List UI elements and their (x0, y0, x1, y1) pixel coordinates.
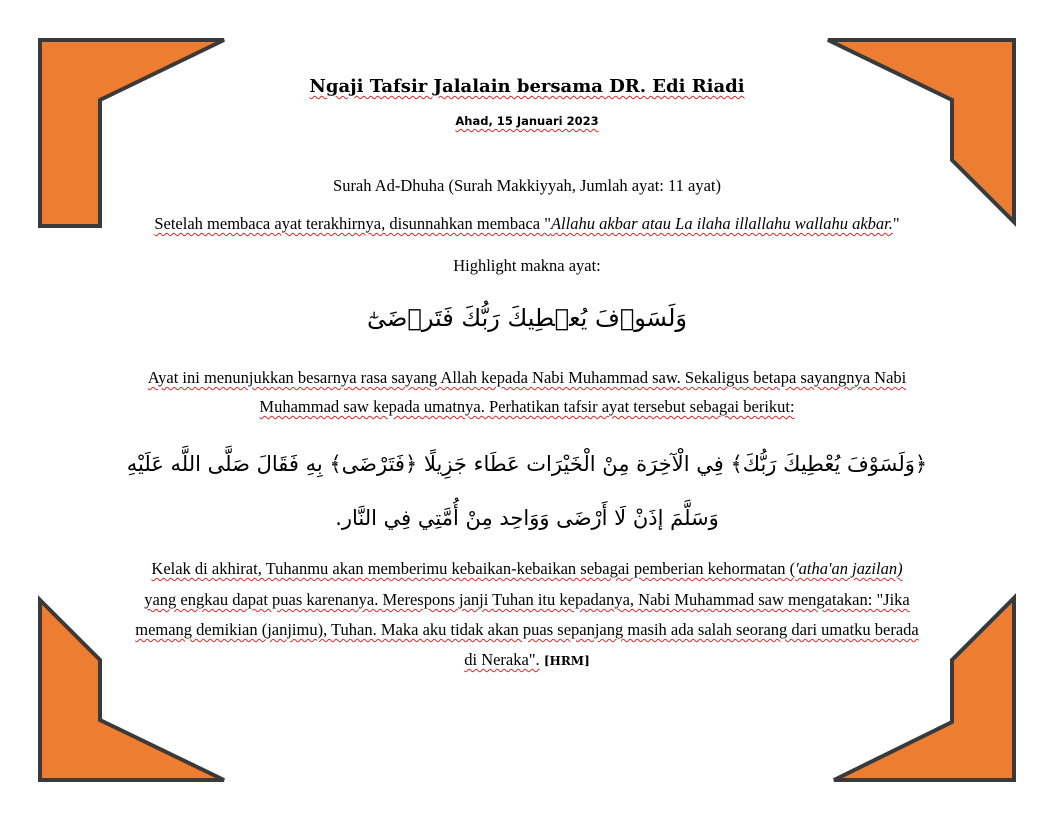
tafsir-arabic-line-2 (60, 506, 994, 530)
explanation-line-1 (60, 368, 994, 388)
date-text: Ahad, 15 Januari 2023 (455, 114, 599, 128)
tafsir-arabic-line-1-text: ﴿وَلَسَوْفَ يُعْطِيكَ رَبُّكَ﴾ فِي الْآخِرَة مِنْ الْخَيْرَات عَطَاء جَزِيلًا ﴿فَتَرْضَى﴾ بِهِ فَقَالَ صَلَّى اللَّه عَلَيْهِ (126, 452, 928, 476)
tafsir-arabic-line-2-text: وَسَلَّمَ إذَنْ لَا أَرْضَى وَوَاحِد مِنْ أُمَّتِي فِي النَّار. (335, 506, 719, 530)
verse-arabic-text: وَلَسَوۡفَ يُعۡطِيكَ رَبُّكَ فَتَرۡضَىٰٓ (367, 304, 687, 332)
highlight-label (60, 256, 994, 276)
translation-line-2-text: yang engkau dapat puas karenanya. Merespons janji Tuhan itu kepadanya, Nabi Muhammad saw mengatakan: "Jika (144, 590, 910, 609)
verse-arabic (60, 304, 994, 332)
explanation-line-2-text: Muhammad saw kepada umatnya. Perhatikan tafsir ayat tersebut sebagai berikut: (259, 397, 795, 416)
surah-info (60, 176, 994, 196)
translation-line-3-text: memang demikian (janjimu), Tuhan. Maka aku tidak akan puas sepanjang masih ada salah seorang dari umatku berada (135, 620, 919, 639)
translation-line-1 (60, 559, 994, 579)
translation-line-3 (60, 620, 994, 640)
translation-italic-term: 'atha'an jazilan) (795, 559, 903, 578)
date-line (60, 114, 994, 128)
surah-info-text: Surah Ad-Dhuha (Surah Makkiyyah, Jumlah ayat: 11 ayat) (333, 176, 721, 195)
translation-line-4-text: di Neraka". (464, 650, 540, 669)
corner-ornament-top-left (40, 40, 224, 226)
title-text: Ngaji Tafsir Jalalain bersama DR. Edi Riadi (309, 76, 745, 97)
page-title (60, 76, 994, 97)
explanation-line-2 (60, 397, 994, 417)
instruction-suffix: " (892, 214, 900, 233)
tafsir-arabic-line-1 (60, 452, 994, 476)
instruction-prefix: Setelah membaca ayat terakhirnya, disunnahkan membaca " (154, 214, 551, 233)
translation-line-4 (60, 650, 994, 670)
translation-line-2 (60, 590, 994, 610)
translation-line-1-text: Kelak di akhirat, Tuhanmu akan memberimu kebaikan-kebaikan sebagai pemberian kehormatan ( (151, 559, 796, 578)
explanation-line-1-text: Ayat ini menunjukkan besarnya rasa sayang Allah kepada Nabi Muhammad saw. Sekaligus betapa sayangnya Nabi (147, 368, 907, 387)
author-tag: [HRM] (543, 654, 590, 668)
instruction-line (60, 214, 994, 234)
instruction-quote: Allahu akbar atau La ilaha illallahu wallahu akbar. (550, 214, 893, 233)
highlight-label-text: Highlight makna ayat: (453, 256, 601, 275)
